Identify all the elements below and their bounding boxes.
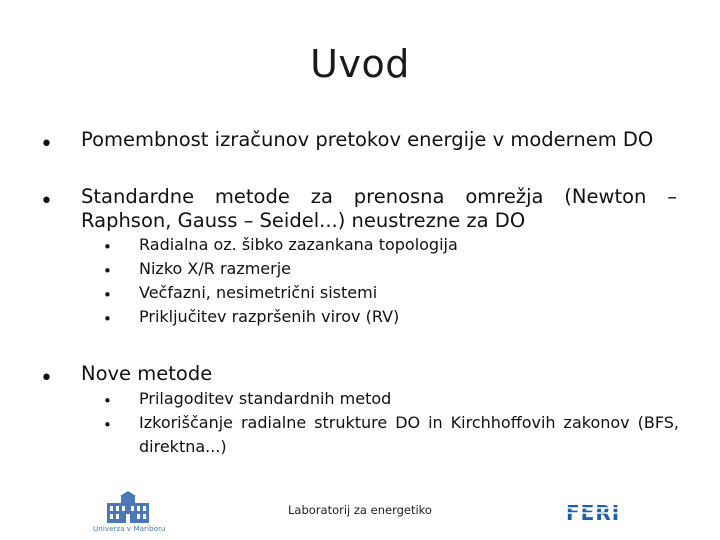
- bullet-item-2: Standardne metode za prenosna omrežja (Newton – Raphson, Gauss – Seidel...) neustrezne za DO: [81, 185, 677, 232]
- sub-bullet-item: Priključitev razpršenih virov (RV): [139, 307, 400, 326]
- bullet-marker: •: [40, 366, 53, 391]
- bullet-item-3: Nove metode: [81, 362, 213, 385]
- bullet-marker: •: [40, 189, 53, 214]
- sub-bullet-marker: •: [103, 286, 112, 304]
- sub-bullet-marker: •: [103, 262, 112, 280]
- sub-bullet-marker: •: [103, 392, 112, 410]
- sub-bullet-item: Večfazni, nesimetrični sistemi: [139, 283, 378, 302]
- footer-lab-name: Laboratorij za energetiko: [288, 503, 432, 517]
- feri-logo: [565, 500, 639, 528]
- bullet-item-1: Pomembnost izračunov pretokov energije v modernem DO: [81, 128, 654, 151]
- university-logo-text: Univerza v Mariboru: [93, 524, 166, 533]
- sub-bullet-marker: •: [103, 238, 112, 256]
- bullet-marker: •: [40, 132, 53, 157]
- sub-bullet-item: Nizko X/R razmerje: [139, 259, 292, 278]
- sub-bullet-item: Prilagoditev standardnih metod: [139, 389, 392, 408]
- sub-bullet-item: Izkoriščanje radialne strukture DO in Kirchhoffovih zakonov (BFS, direktna...): [139, 413, 679, 456]
- feri-logo-text: FERI: [566, 501, 621, 524]
- sub-bullet-marker: •: [103, 310, 112, 328]
- slide-title: Uvod: [310, 42, 410, 86]
- sub-bullet-item: Radialna oz. šibko zazankana topologija: [139, 235, 458, 254]
- sub-bullet-marker: •: [103, 416, 112, 434]
